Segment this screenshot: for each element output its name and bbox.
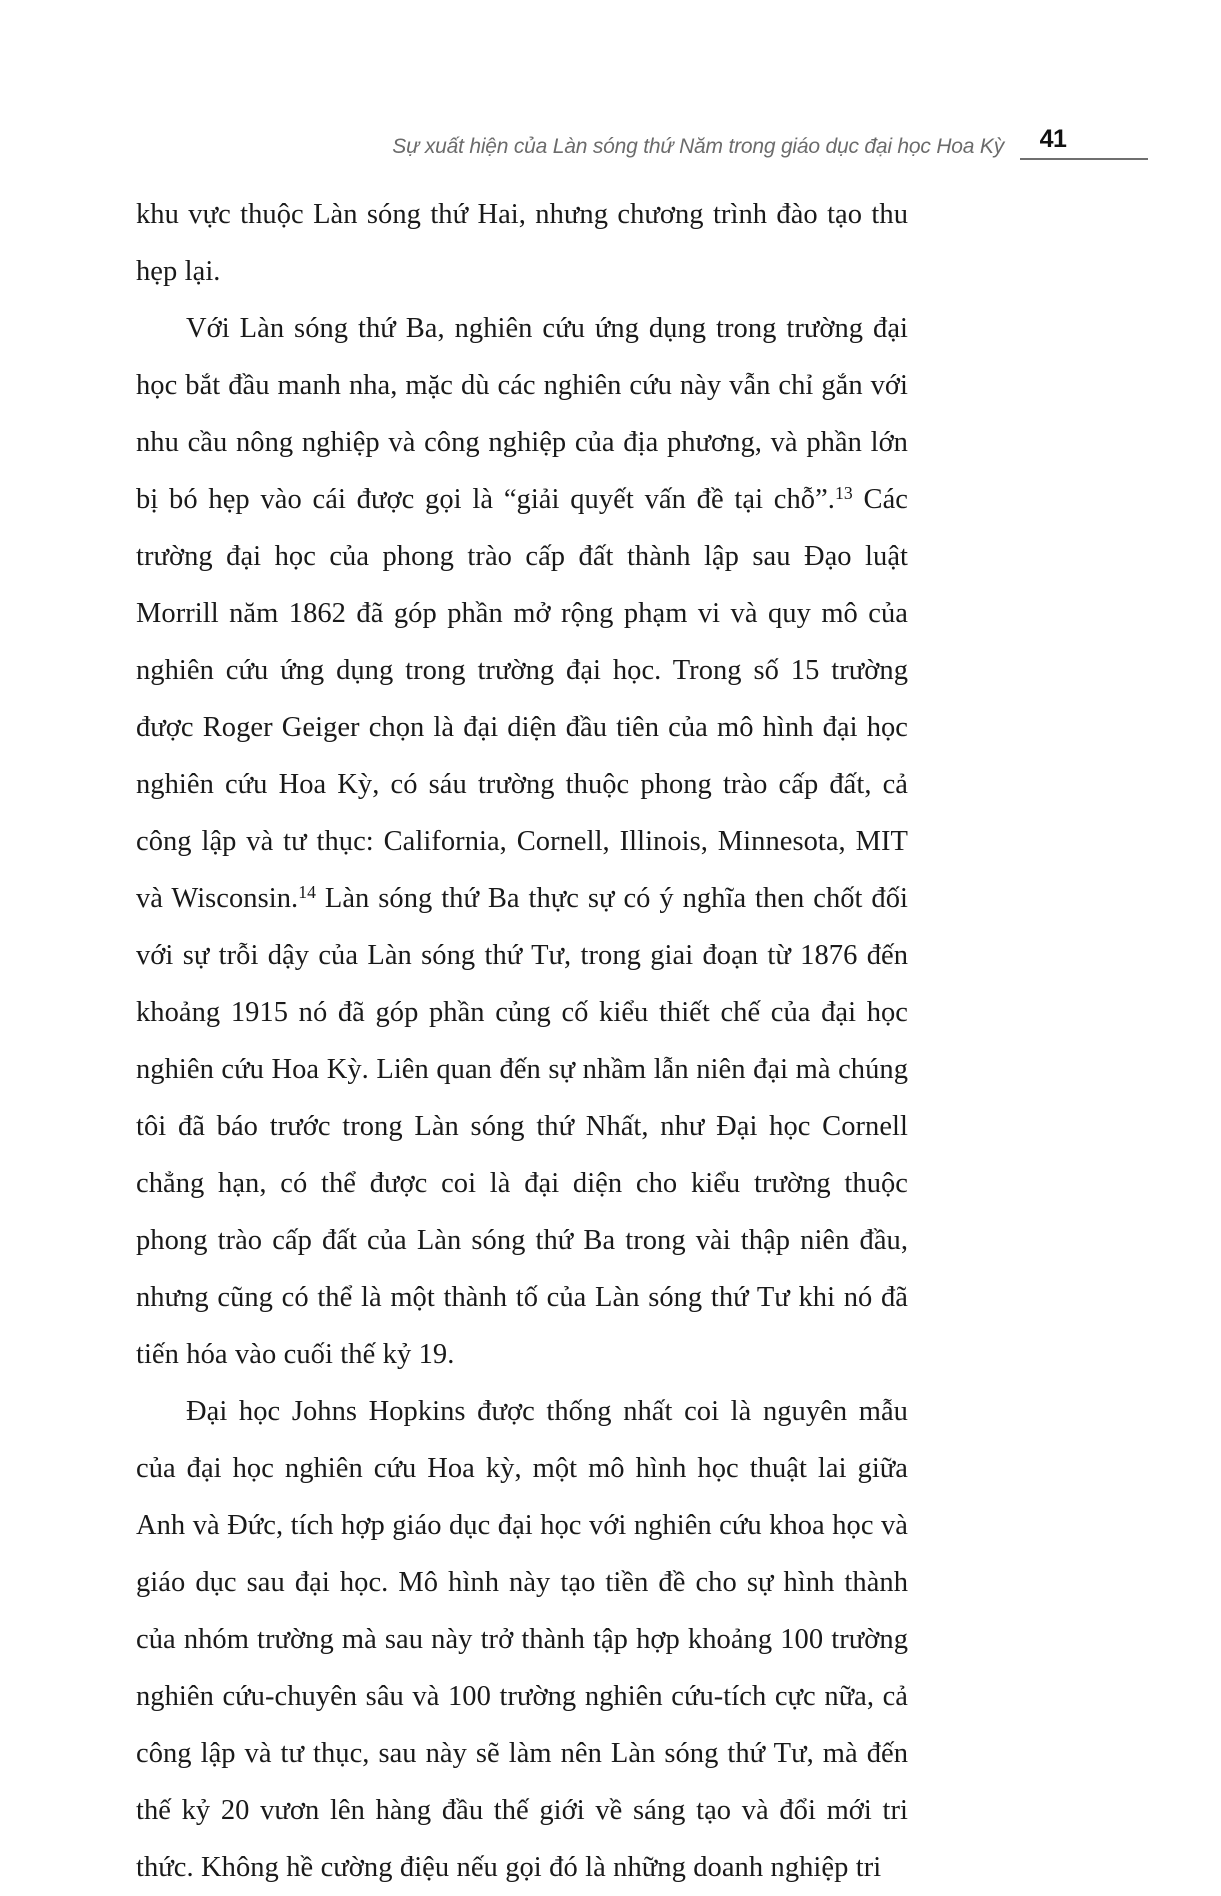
running-header-title: Sự xuất hiện của Làn sóng thứ Năm trong giáo dục đại học Hoa Kỳ (392, 135, 1004, 158)
footnote-reference-13[interactable]: 13 (834, 482, 853, 503)
paragraph-third-wave (136, 300, 908, 1383)
paragraph-segment-text: Các trường đại học của phong trào cấp đất thành lập sau Đạo luật Morrill năm 1862 đã góp phần mở rộng phạm vi và quy mô của nghiên cứu ứng dụng trong trường đại học. Trong số 15 trường được Roger Geiger chọn là đại diện đầu tiên của mô hình đại học nghiên cứu Hoa Kỳ, có sáu trường thuộc phong trào cấp đất, cả công lập và tư thục: California, Cornell, Illinois, Minnesota, MIT và Wisconsin. (136, 484, 908, 914)
paragraph-continued: khu vực thuộc Làn sóng thứ Hai, nhưng chương trình đào tạo thu hẹp lại. (136, 199, 908, 287)
page-number: 41 (1039, 125, 1067, 153)
paragraph-segment-text: Làn sóng thứ Ba thực sự có ý nghĩa then chốt đối với sự trỗi dậy của Làn sóng thứ Tư, trong giai đoạn từ 1876 đến khoảng 1915 nó đã góp phần củng cố kiểu thiết chế của đại học nghiên cứu Hoa Kỳ. Liên quan đến sự nhầm lẫn niên đại mà chúng tôi đã báo trước trong Làn sóng thứ Nhất, như Đại học Cornell chẳng hạn, có thể được coi là đại diện cho kiểu trường thuộc phong trào cấp đất của Làn sóng thứ Ba trong vài thập niên đầu, nhưng cũng có thể là một thành tố của Làn sóng thứ Tư khi nó đã tiến hóa vào cuối thế kỷ 19. (136, 883, 908, 1370)
running-header (136, 116, 1086, 160)
body-text-block (136, 186, 908, 1896)
folio-rule (1086, 158, 1148, 160)
footnote-reference-14[interactable]: 14 (298, 881, 316, 902)
paragraph-segment-text: Với Làn sóng thứ Ba, nghiên cứu ứng dụng trong trường đại học bắt đầu manh nha, mặc dù các nghiên cứu này vẫn chỉ gắn với nhu cầu nông nghiệp và công nghiệp của địa phương, và phần lớn bị bó hẹp vào cái được gọi là “giải quyết vấn đề tại chỗ”. (136, 313, 908, 515)
paragraph-johns-hopkins: Đại học Johns Hopkins được thống nhất coi là nguyên mẫu của đại học nghiên cứu Hoa kỳ, một mô hình học thuật lai giữa Anh và Đức, tích hợp giáo dục đại học với nghiên cứu khoa học và giáo dục sau đại học. Mô hình này tạo tiền đề cho sự hình thành của nhóm trường mà sau này trở thành tập hợp khoảng 100 trường nghiên cứu-chuyên sâu và 100 trường nghiên cứu-tích cực nữa, cả công lập và tư thục, sau này sẽ làm nên Làn sóng thứ Tư, mà đến thế kỷ 20 vươn lên hàng đầu thế giới về sáng tạo và đổi mới tri thức. Không hề cường điệu nếu gọi đó là những doanh nghiệp tri (136, 1396, 908, 1883)
folio-container (1020, 127, 1086, 160)
